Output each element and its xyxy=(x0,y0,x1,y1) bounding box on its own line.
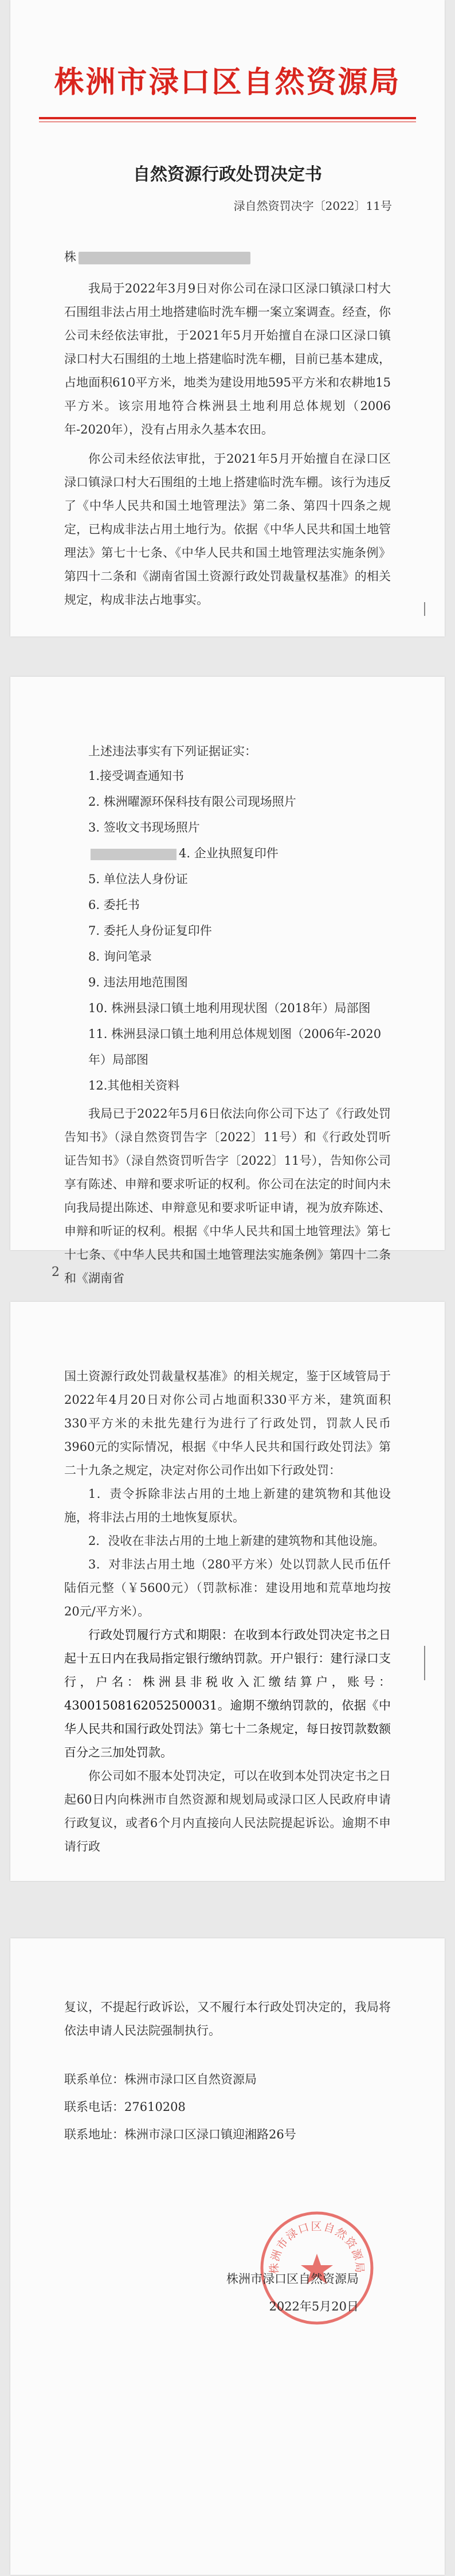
svg-text:株洲市渌口区自然资源局: 株洲市渌口区自然资源局 xyxy=(268,2220,366,2274)
redaction xyxy=(91,849,176,860)
evidence-intro: 上述违法事实有下列证据证实： xyxy=(88,744,257,758)
scan-mark xyxy=(424,602,425,616)
list-item: 1.接受调查通知书 xyxy=(88,769,185,783)
addressee xyxy=(64,245,391,269)
evidence-list xyxy=(64,763,391,1099)
page-2 xyxy=(10,677,445,1285)
agency-header: 株洲市渌口区自然资源局 xyxy=(54,65,401,100)
contact-phone: 联系电话：27610208 xyxy=(64,2100,186,2114)
scan-mark xyxy=(424,1646,425,1680)
list-item: 3. 签收文书现场照片 xyxy=(88,821,200,834)
payment-paragraph: 行政处罚履行方式和期限：在收到本行政处罚决定书之日起十五日内在我局指定银行缴纳罚款。开户银行：建行渌口支行，户名：株洲县非税收入汇缴结算户，账号：43001508162052500031。逾期不缴纳罚款的，依据《中华人民共和国行政处罚法》第七十二条规定，每日按罚款数额百分之三加处罚款。 xyxy=(64,1628,391,1759)
notice-paragraph: 我局已于2022年5月6日依法向你公司下达了《行政处罚告知书》（渌自然资罚告字〔2022〕11号）和《行政处罚听证告知书》（渌自然资罚听告字〔2022〕11号），告知你公司享有陈述、申辩和要求听证的权利。你公司在法定的时间内未向我局提出陈述、申辩意见和要求听证申请，视为放弃陈述、申辩和听证的权利。根据《中华人民共和国土地管理法》第七十七条、《中华人民共和国土地管理法实施条例》第四十二条和《湖南省 xyxy=(64,1107,391,1285)
list-item: 5. 单位法人身份证 xyxy=(88,872,188,886)
list-item: 6. 委托书 xyxy=(88,898,140,912)
signing-agency: 株洲市渌口区自然资源局 xyxy=(226,2272,359,2286)
facts-paragraph: 我局于2022年3月9日对你公司在渌口区渌口镇渌口村大石围组非法占用土地搭建临时洗车棚一案立案调查。经查，你公司未经依法审批，于2021年5月开始擅自在渌口区渌口镇渌口村大石围组的土地上搭建临时洗车棚，目前已基本建成，占地面积610平方米，地类为建设用地595平方米和农耕地15平方米。该宗用地符合株洲县土地利用总体规划（2006年-2020年），没有占用永久基本农田。 xyxy=(64,282,391,436)
signature-block xyxy=(226,2265,359,2320)
page-number: 2 xyxy=(52,1265,60,1279)
list-item: 10. 株洲县渌口镇土地利用现状图（2018年）局部图 xyxy=(88,1001,371,1015)
decision-item-3: 3．对非法占用土地（280平方米）处以罚款人民币伍仟陆佰元整（￥5600元）（罚款标准：建设用地和荒草地均按20元/平方米）。 xyxy=(64,1558,391,1618)
list-item: 7. 委托人身份证复印件 xyxy=(88,924,212,938)
decision-item-1: 1．责令拆除非法占用的土地上新建的建筑物和其他设施，将非法占用的土地恢复原状。 xyxy=(64,1487,391,1524)
document-title: 自然资源行政处罚决定书 xyxy=(133,165,322,185)
enforcement-paragraph: 复议，不提起行政诉讼，又不履行本行政处罚决定的，我局将依法申请人民法院强制执行。 xyxy=(64,2000,391,2038)
appeal-paragraph: 你公司如不服本处罚决定，可以在收到本处罚决定书之日起60日内向株洲市自然资源和规划局或渌口区人民政府申请行政复议，或者6个月内直接向人民法院提起诉讼。逾期不申请行政 xyxy=(64,1769,391,1853)
addressee-prefix: 株 xyxy=(64,250,76,264)
list-item: 8. 询问笔录 xyxy=(88,950,152,963)
list-item: 4. 企业执照复印件 xyxy=(64,841,391,867)
header-rule xyxy=(39,117,416,119)
basis-paragraph: 国土资源行政处罚裁量权基准》的相关规定，鉴于区域管局于2022年4月20日对你公司占地面积330平方米，建筑面积330平方米的未批先建行为进行了行政处罚，罚款人民币3960元的实际情况，根据《中华人民共和国行政处罚法》第二十九条之规定，决定对你公司作出如下行政处罚： xyxy=(64,1369,391,1477)
page-4 xyxy=(10,1938,445,2575)
violation-paragraph: 你公司未经依法审批，于2021年5月开始擅自在渌口区渌口镇渌口村大石围组的土地上搭建临时洗车棚。该行为违反了《中华人民共和国土地管理法》第二条、第四十四条之规定，已构成非法占用土地行为。依据《中华人民共和国土地管理法》第七十七条、《中华人民共和国土地管理法实施条例》第四十二条和《湖南省国土资源行政处罚裁量权基准》的相关规定，构成非法占地事实。 xyxy=(64,452,391,607)
document-number: 渌自然资罚决字〔2022〕11号 xyxy=(233,199,392,213)
page-1 xyxy=(10,0,445,637)
redacted-name xyxy=(79,252,250,264)
contact-address: 联系地址：株洲市渌口区渌口镇迎湘路26号 xyxy=(64,2128,296,2141)
decision-item-2: 2．没收在非法占用的土地上新建的建筑物和其他设施。 xyxy=(88,1534,385,1548)
list-item: 2. 株洲曜源环保科技有限公司现场照片 xyxy=(88,795,296,809)
list-item: 9. 违法用地范围图 xyxy=(88,975,188,989)
contact-block xyxy=(64,2066,391,2148)
list-item: 11. 株洲县渌口镇土地利用总体规划图（2006年-2020年）局部图 xyxy=(88,1027,382,1067)
signing-date: 2022年5月20日 xyxy=(269,2300,359,2313)
list-item: 12.其他相关资料 xyxy=(88,1079,180,1092)
contact-unit: 联系单位：株洲市渌口区自然资源局 xyxy=(64,2072,257,2086)
page-3 xyxy=(10,1302,445,1881)
